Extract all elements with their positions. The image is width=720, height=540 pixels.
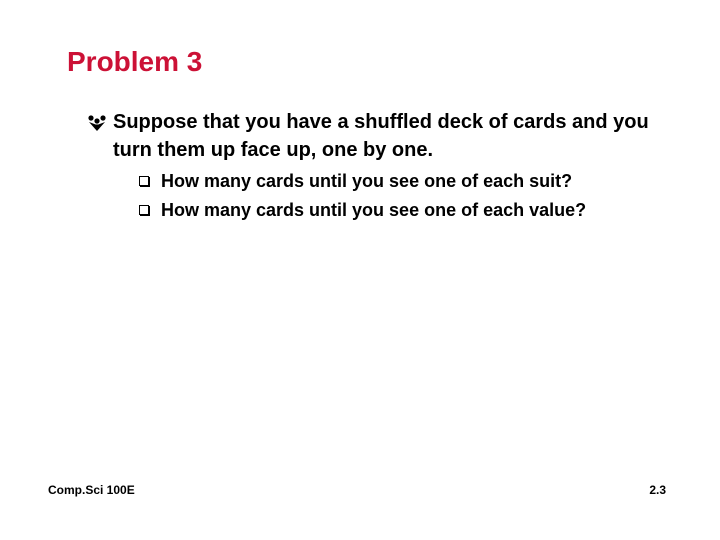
sub-bullet xyxy=(139,197,586,223)
hollow-square-icon xyxy=(139,205,149,215)
slide-title: Problem 3 xyxy=(67,46,203,77)
hollow-square-icon xyxy=(139,176,149,186)
diamond-dots-icon xyxy=(86,113,108,135)
sub-bullet-text: How many cards until you see one of each value? xyxy=(161,199,587,220)
sub-bullet-text: How many cards until you see one of each suit? xyxy=(161,170,573,191)
main-bullet-text: Suppose that you have a shuffled deck of cards and you turn them up face up, one by one. xyxy=(113,111,649,161)
footer-course: Comp.Sci 100E xyxy=(48,483,135,497)
page-number: 2.3 xyxy=(649,483,666,497)
sub-bullet xyxy=(139,168,572,194)
